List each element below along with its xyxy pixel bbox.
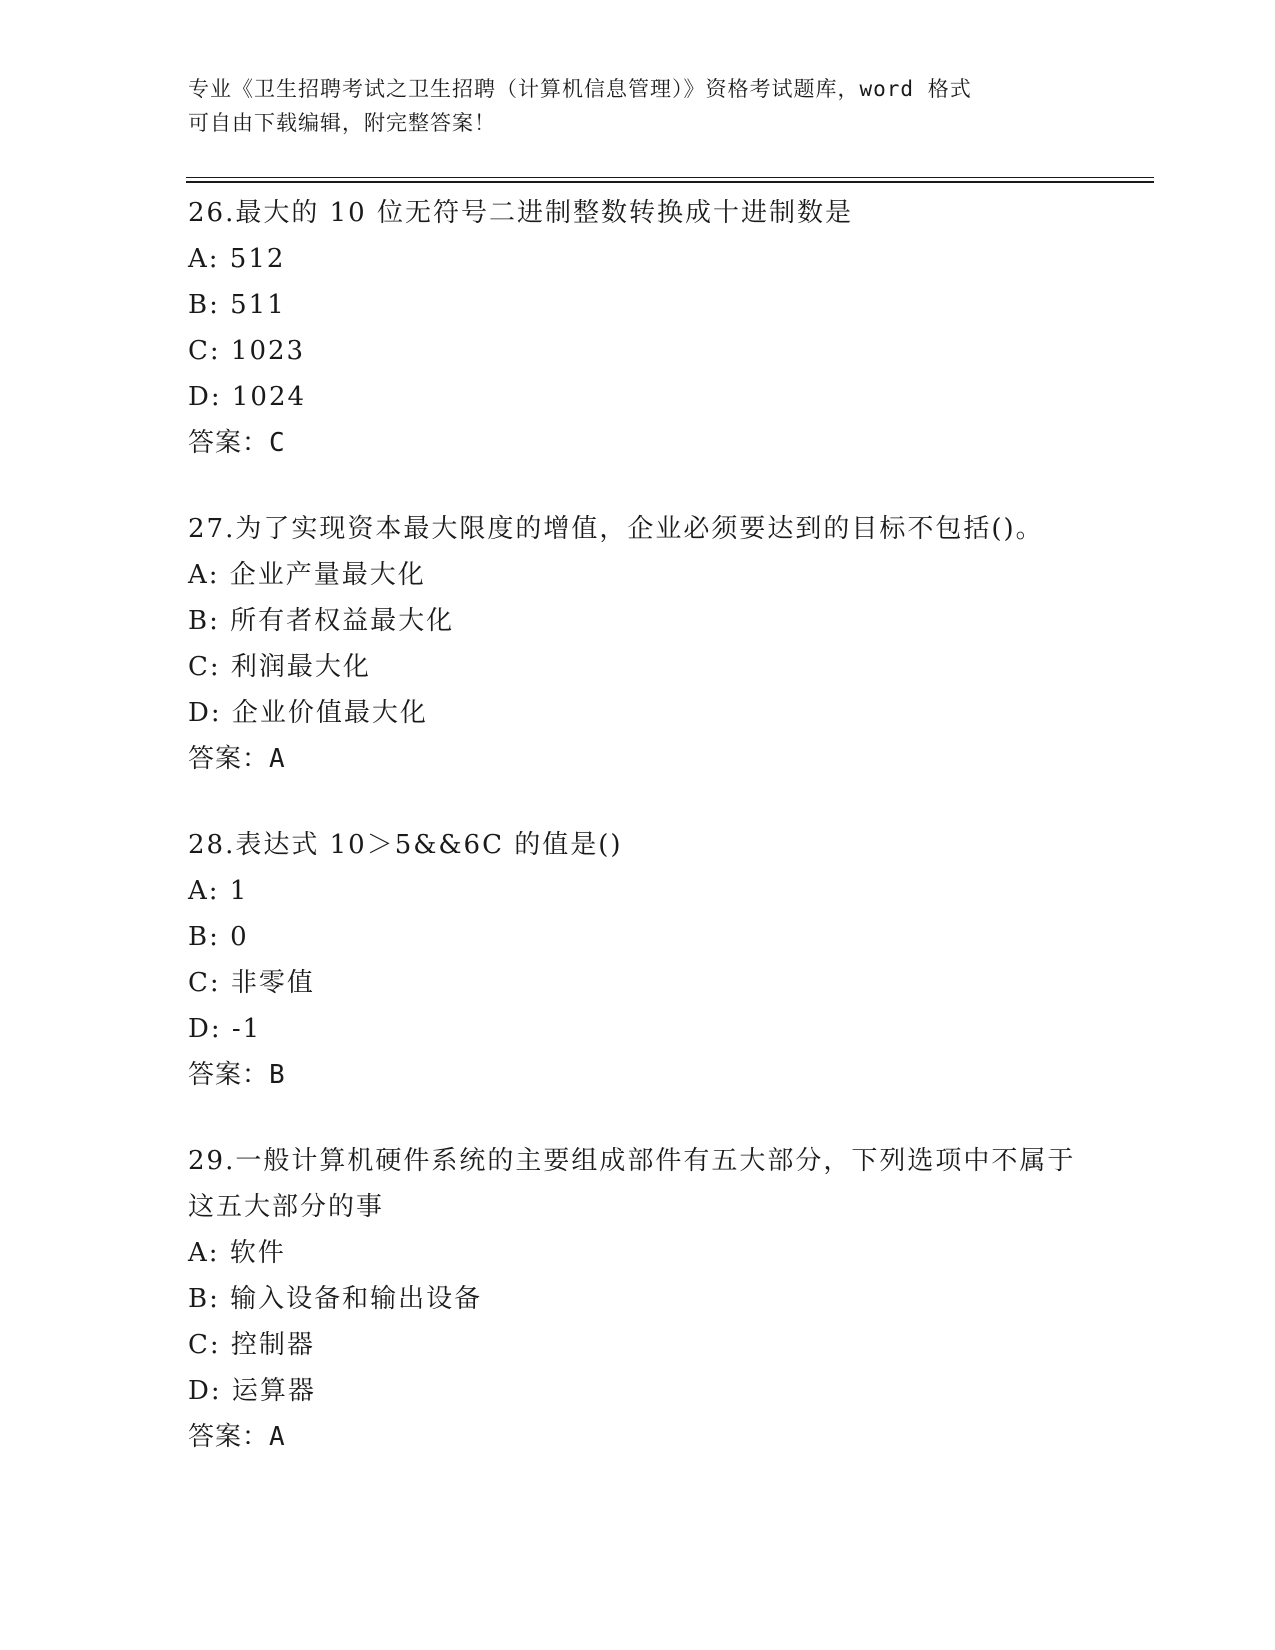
option-c: C: 非零值 [188, 968, 315, 998]
header-divider-thick [186, 181, 1154, 183]
option-b: B: 0 [188, 922, 249, 952]
option-c: C: 控制器 [188, 1330, 315, 1360]
option-b: B: 输入设备和输出设备 [188, 1284, 483, 1314]
answer-label: 答案： [188, 1422, 270, 1452]
answer-value: A [269, 744, 286, 774]
header-divider-thin [186, 177, 1154, 178]
answer-value: A [269, 1422, 286, 1452]
question-stem: 26.最大的 10 位无符号二进制整数转换成十进制数是 [188, 198, 853, 228]
answer-value: B [269, 1060, 286, 1090]
option-d: D: -1 [188, 1014, 262, 1044]
question-29 [188, 1138, 1088, 1460]
question-list [188, 190, 1088, 1500]
option-a: A: 512 [188, 244, 286, 274]
answer [188, 1052, 1088, 1098]
option-b: B: 所有者权益最大化 [188, 606, 455, 636]
option-d: D: 1024 [188, 382, 307, 412]
answer [188, 736, 1088, 782]
question-27 [188, 506, 1088, 782]
option-a: A: 软件 [188, 1238, 286, 1268]
option-c: C: 利润最大化 [188, 652, 371, 682]
question-26 [188, 190, 1088, 466]
answer-label: 答案： [188, 428, 270, 458]
question-stem: 29.一般计算机硬件系统的主要组成部件有五大部分，下列选项中不属于这五大部分的事 [188, 1146, 1076, 1222]
option-a: A: 企业产量最大化 [188, 560, 426, 590]
option-d: D: 企业价值最大化 [188, 698, 428, 728]
header-line-2: 可自由下载编辑，附完整答案！ [188, 111, 496, 135]
question-stem: 27.为了实现资本最大限度的增值，企业必须要达到的目标不包括()。 [188, 514, 1044, 544]
option-c: C: 1023 [188, 336, 306, 366]
option-d: D: 运算器 [188, 1376, 316, 1406]
answer [188, 420, 1088, 466]
question-28 [188, 822, 1088, 1098]
answer [188, 1414, 1088, 1460]
answer-label: 答案： [188, 744, 270, 774]
option-b: B: 511 [188, 290, 286, 320]
question-stem: 28.表达式 10＞5&&6C 的值是() [188, 830, 623, 860]
document-header [188, 72, 1088, 140]
option-a: A: 1 [188, 876, 249, 906]
answer-label: 答案： [188, 1060, 270, 1090]
header-line-1: 专业《卫生招聘考试之卫生招聘（计算机信息管理）》资格考试题库，word 格式 [188, 77, 972, 101]
answer-value: C [269, 428, 286, 458]
